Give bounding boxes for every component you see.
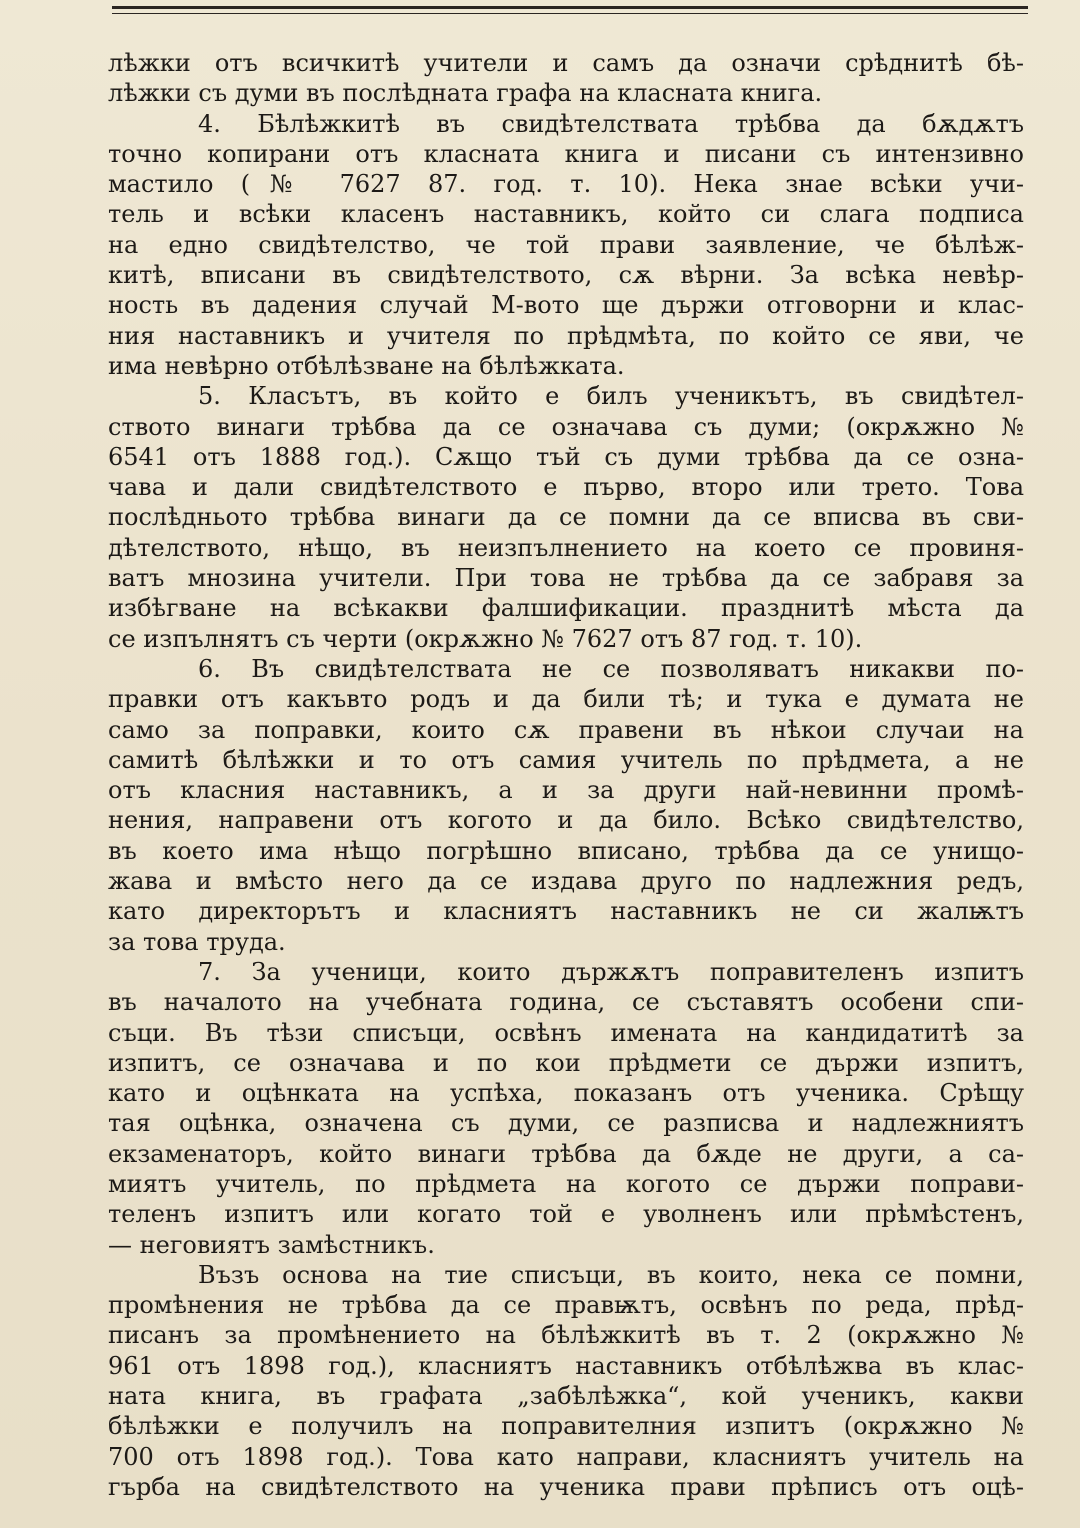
text-line: въ което има нѣщо погрѣшно вписано, трѣбва да се унищо- xyxy=(108,836,1024,865)
text-line: съци. Въ тѣзи списъци, освѣнъ имената на кандидатитѣ за xyxy=(108,1018,1024,1047)
text-line: чава и дали свидѣтелството е първо, второ или трето. Това xyxy=(108,473,1024,502)
text-line: като и оцѣнката на успѣха, показанъ отъ ученика. Срѣщу xyxy=(108,1079,1024,1108)
text-line: 6. Въ свидѣтелствата не се позволяватъ никакви по- xyxy=(198,654,1024,683)
text-line: бѣлѣжки е получилъ на поправителния изпитъ (окрѫжно № xyxy=(108,1412,1024,1441)
text-line: дѣтелството, нѣщо, въ неизпълнението на което се провиня- xyxy=(108,533,1024,562)
text-line: избѣгване на всѣкакви фалшификации. празднитѣ мѣста да xyxy=(108,594,1024,623)
text-line: теленъ изпитъ или когато той е уволненъ или прѣмѣстенъ, xyxy=(108,1200,1024,1229)
text-line: Възъ основа на тие списъци, въ които, нека се помни, xyxy=(198,1260,1024,1289)
text-line: ния наставникъ и учителя по прѣдмѣта, по който се яви, че xyxy=(108,321,1024,350)
text-line: мастило (№ 7627 87. год. т. 10). Нека знае всѣки учи- xyxy=(108,170,1024,199)
text-line: само за поправки, които сѫ правени въ нѣкои случаи на xyxy=(108,715,1024,744)
text-line: 961 отъ 1898 год.), класниятъ наставникъ отбѣлѣжва въ клас- xyxy=(108,1351,1024,1380)
text-line: 700 отъ 1898 год.). Това като направи, класниятъ учитель на xyxy=(108,1442,1024,1471)
text-line: лѣжки съ думи въ послѣдната графа на класната книга. xyxy=(108,79,823,108)
text-line: за това труда. xyxy=(108,927,286,956)
text-line: нения, направени отъ когото и да било. Всѣко свидѣтелство, xyxy=(108,806,1024,835)
text-line: 4. Бѣлѣжкитѣ въ свидѣтелствата трѣбва да бѫдѫтъ xyxy=(198,109,1024,138)
text-line: отъ класния наставникъ, а и за други най-невинни промѣ- xyxy=(108,776,1024,805)
text-line: китѣ, вписани въ свидѣтелството, сѫ вѣрни. За всѣка невѣр- xyxy=(108,261,1024,290)
text-line: тель и всѣки класенъ наставникъ, който си слага подписа xyxy=(108,200,1024,229)
text-line: — неговиятъ замѣстникъ. xyxy=(108,1230,435,1259)
text-line: лѣжки отъ всичкитѣ учители и самъ да означи срѣднитѣ бѣ- xyxy=(108,49,1024,77)
text-line: точно копирани отъ класната книга и писани съ интензивно xyxy=(108,139,1024,168)
text-line: ватъ мнозина учители. При това не трѣбва да се забравя за xyxy=(108,564,1024,593)
text-line: самитѣ бѣлѣжки и то отъ самия учитель по прѣдмета, а не xyxy=(108,745,1024,774)
text-line: правки отъ какъвто родъ и да били тѣ; и тука е думата не xyxy=(108,685,1024,714)
text-line: 5. Класътъ, въ който е билъ ученикътъ, въ свидѣтел- xyxy=(198,382,1024,411)
text-line: на едно свидѣтелство, че той прави заявление, че бѣлѣж- xyxy=(108,230,1024,259)
text-line: гърба на свидѣтелството на ученика прави прѣписъ отъ оцѣ- xyxy=(108,1472,1024,1501)
text-line: послѣдньото трѣбва винаги да се помни да се вписва въ сви- xyxy=(108,503,1024,532)
text-line: въ началото на учебната година, се съставятъ особени спи- xyxy=(108,988,1024,1017)
text-line: като директорътъ и класниятъ наставникъ не си жалѭтъ xyxy=(108,897,1024,926)
text-body xyxy=(108,48,1024,1502)
text-line: ната книга, въ графата „забѣлѣжка“, кой ученикъ, какви xyxy=(108,1382,1024,1411)
text-line: ность въ дадения случай М-вото ще държи отговорни и клас- xyxy=(108,291,1024,320)
top-rule xyxy=(112,6,1028,14)
text-line: 7. За ученици, които държѫтъ поправителенъ изпитъ xyxy=(198,957,1024,986)
text-line: ството винаги трѣбва да се означава съ думи; (окрѫжно № xyxy=(108,412,1024,441)
text-line: писанъ за промѣнението на бѣлѣжкитѣ въ т. 2 (окрѫжно № xyxy=(108,1321,1024,1350)
text-line: миятъ учитель, по прѣдмета на когото се държи поправи- xyxy=(108,1169,1024,1198)
text-line: 6541 отъ 1888 год.). Сѫщо тъй съ думи трѣбва да се озна- xyxy=(108,442,1024,471)
text-line: тая оцѣнка, означена съ думи, се разписва и надлежниятъ xyxy=(108,1109,1024,1138)
text-line: се изпълнятъ съ черти (окрѫжно № 7627 отъ 87 год. т. 10). xyxy=(108,624,863,653)
text-line: промѣнения не трѣбва да се правѭтъ, освѣнъ по реда, прѣд- xyxy=(108,1291,1024,1320)
text-line: жава и вмѣсто него да се издава друго по надлежния редъ, xyxy=(108,867,1024,896)
text-line: екзаменаторъ, който винаги трѣбва да бѫде не други, а са- xyxy=(108,1139,1024,1168)
text-line: изпитъ, се означава и по кои прѣдмети се държи изпитъ, xyxy=(108,1048,1024,1077)
text-line: има невѣрно отбѣлѣзване на бѣлѣжката. xyxy=(108,351,625,380)
